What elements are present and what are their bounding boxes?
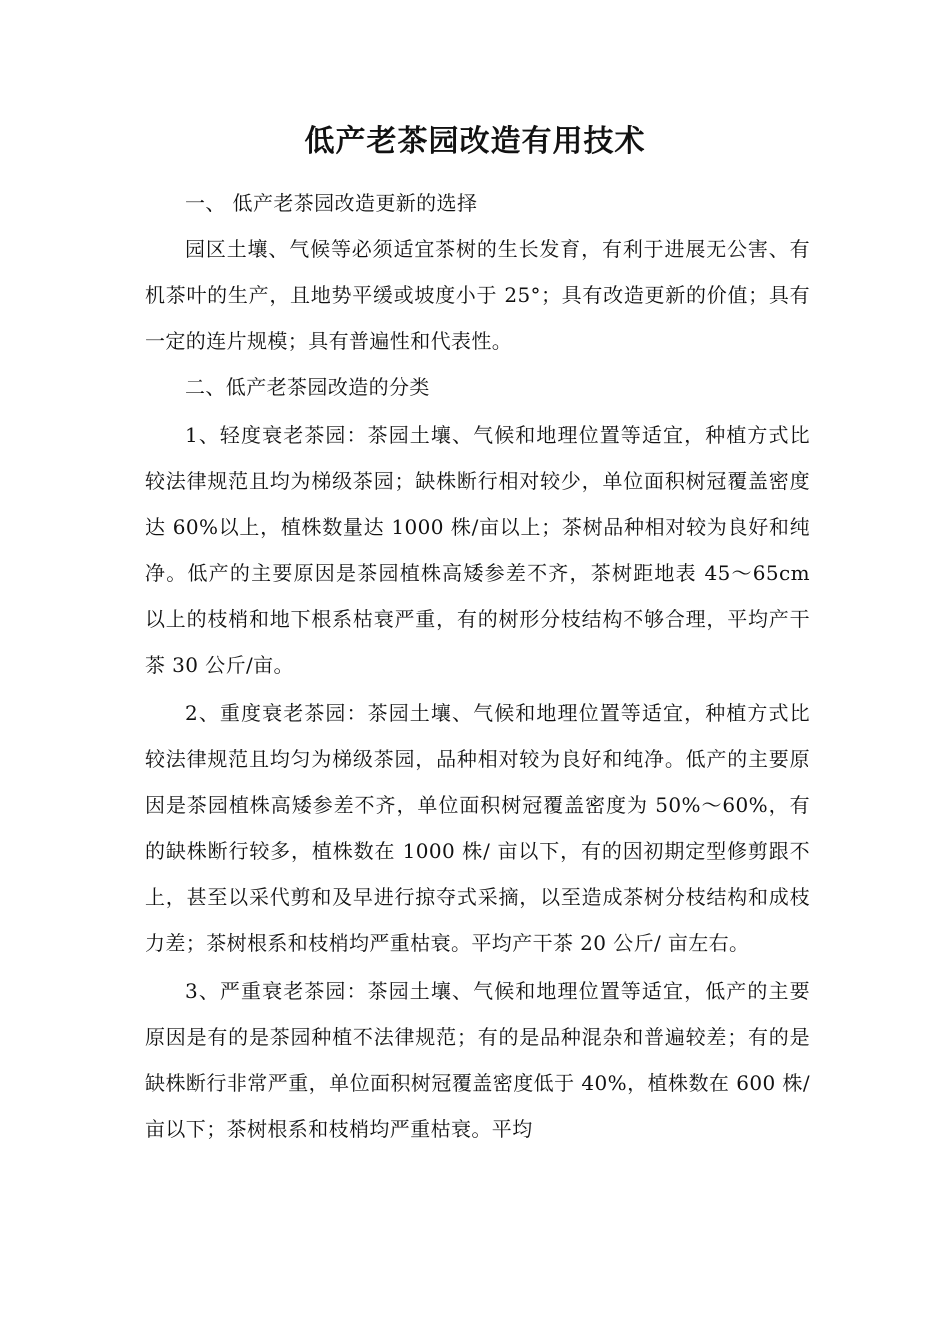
section-heading-2: 二、低产老茶园改造的分类 [185, 375, 430, 399]
paragraph-severe-aging: 3、严重衰老茶园：茶园土壤、气候和地理位置等适宜，低产的主要原因是有的是茶园种植不法律规范；有的是品种混杂和普遍较差；有的是缺株断行非常严重，单位面积树冠覆盖密度低于 40%，植株数在 600 株/ 亩以下；茶树根系和枝梢均严重枯衰。平均 [145, 979, 810, 1141]
section-heading-1: 一、 低产老茶园改造更新的选择 [185, 191, 478, 215]
document-title: 低产老茶园改造有用技术 [304, 124, 646, 159]
paragraph-heavy-aging: 2、重度衰老茶园：茶园土壤、气候和地理位置等适宜，种植方式比较法律规范且均匀为梯级茶园，品种相对较为良好和纯净。低产的主要原因是茶园植株高矮参差不齐，单位面积树冠覆盖密度为 50%～60%，有的缺株断行较多，植株数在 1000 株/ 亩以下，有的因初期定型修剪跟不上，甚至以采代剪和及早进行掠夺式采摘，以至造成茶树分枝结构和成枝力差；茶树根系和枝梢均严重枯衰。平均产干茶 20 公斤/ 亩左右。 [145, 701, 810, 955]
paragraph-mild-aging: 1、轻度衰老茶园：茶园土壤、气候和地理位置等适宜，种植方式比较法律规范且均为梯级茶园；缺株断行相对较少，单位面积树冠覆盖密度达 60%以上，植株数量达 1000 株/亩以上；茶树品种相对较为良好和纯净。低产的主要原因是茶园植株高矮参差不齐，茶树距地表 45～65cm 以上的枝梢和地下根系枯衰严重，有的树形分枝结构不够合理，平均产干茶 30 公斤/亩。 [145, 423, 810, 677]
paragraph-selection-criteria: 园区土壤、气候等必须适宜茶树的生长发育，有利于进展无公害、有机茶叶的生产，且地势平缓或坡度小于 25°；具有改造更新的价值；具有一定的连片规模；具有普遍性和代表性。 [145, 237, 810, 353]
document-body [145, 180, 810, 1152]
